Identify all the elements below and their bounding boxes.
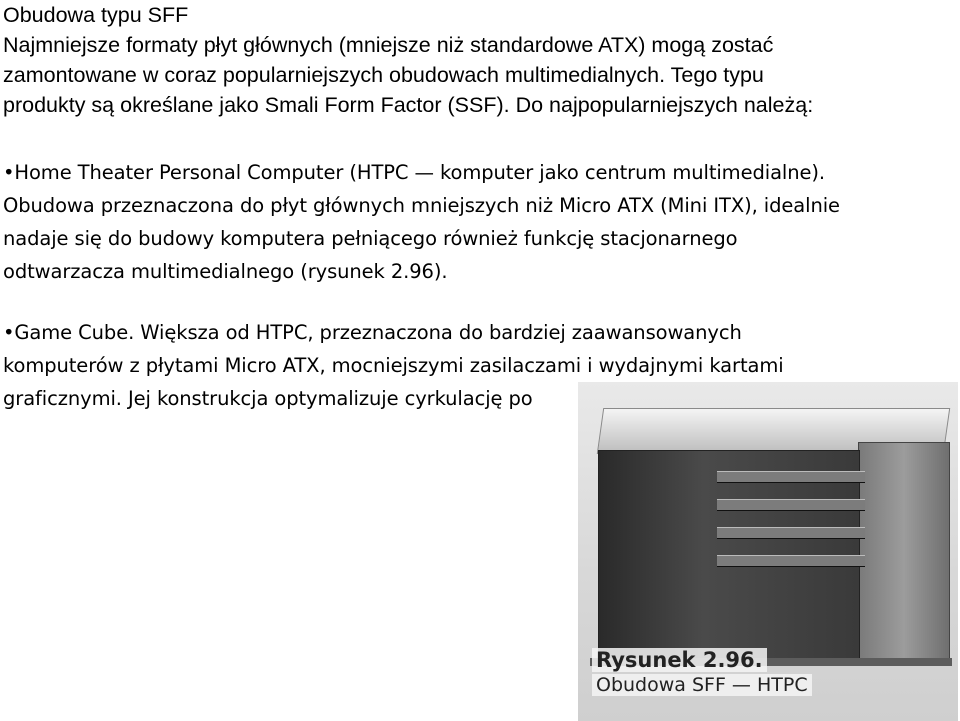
slide-title: Obudowa typu SFF xyxy=(3,3,189,27)
intro-line-2: zamontowane w coraz popularniejszych obudowach multimedialnych. Tego typu xyxy=(3,63,764,87)
bullet-htpc-line-1: •Home Theater Personal Computer (HTPC — komputer jako centrum multimedialne). xyxy=(3,161,826,184)
figure-caption-subtitle: Obudowa SFF — HTPC xyxy=(592,674,812,696)
intro-line-1: Najmniejsze formaty płyt głównych (mniejsze niż standardowe ATX) mogą zostać xyxy=(3,33,774,57)
case-side-panel xyxy=(858,442,950,662)
bullet-gamecube-line-1: •Game Cube. Większa od HTPC, przeznaczona do bardziej zaawansowanych xyxy=(3,321,742,344)
bullet-htpc-line-3: nadaje się do budowy komputera pełniącego również funkcję stacjonarnego xyxy=(3,227,738,250)
drive-bay xyxy=(717,471,865,483)
drive-bay xyxy=(717,527,865,539)
intro-line-3: produkty są określane jako Smali Form Factor (SSF). Do najpopularniejszych należą: xyxy=(3,93,814,117)
case-front-panel xyxy=(598,450,860,662)
drive-bay xyxy=(717,555,865,567)
drive-bay xyxy=(717,499,865,511)
figure-caption-title: Rysunek 2.96. xyxy=(592,648,767,672)
bullet-htpc-line-2: Obudowa przeznaczona do płyt głównych mniejszych niż Micro ATX (Mini ITX), idealnie xyxy=(3,194,840,217)
bullet-gamecube-line-3: graficznymi. Jej konstrukcja optymalizuje cyrkulację po xyxy=(3,387,533,410)
bullet-htpc-line-4: odtwarzacza multimedialnego (rysunek 2.96). xyxy=(3,260,448,283)
bullet-gamecube-line-2: komputerów z płytami Micro ATX, mocniejszymi zasilaczami i wydajnymi kartami xyxy=(3,354,784,377)
htpc-case-photo xyxy=(578,382,958,721)
